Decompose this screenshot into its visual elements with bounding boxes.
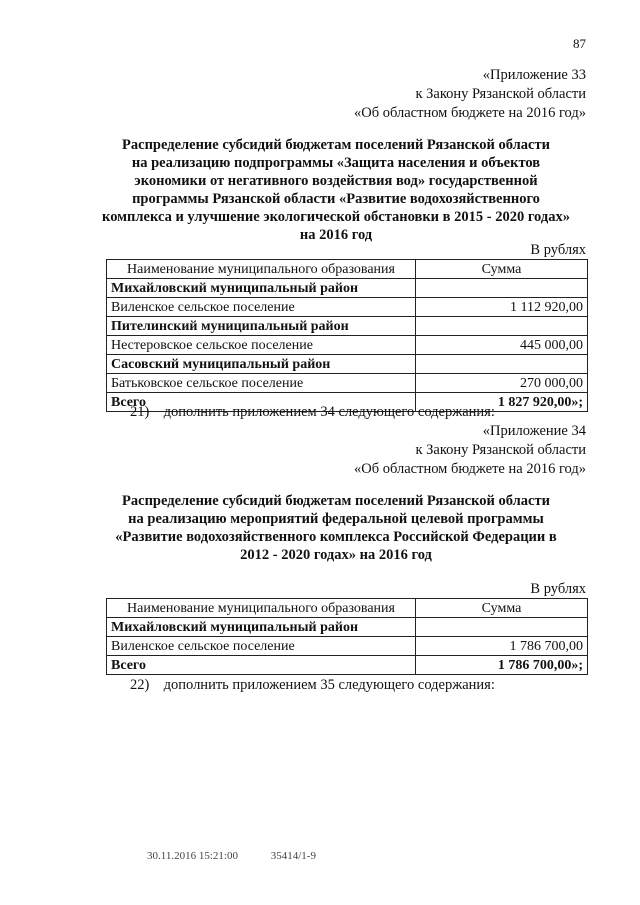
appendix-34-header bbox=[354, 422, 586, 479]
cell-sum: 1 827 920,00»; bbox=[416, 393, 588, 412]
header-name: Наименование муниципального образования bbox=[107, 599, 416, 618]
table-row bbox=[107, 336, 588, 355]
title-line: программы Рязанской области «Развитие водохозяйственного bbox=[132, 191, 540, 207]
district-row bbox=[107, 279, 588, 298]
title-line: комплекса и улучшение экологической обстановки в 2015 - 2020 годах» bbox=[102, 209, 570, 225]
cell-name: Пителинский муниципальный район bbox=[107, 317, 416, 336]
cell-sum: 445 000,00 bbox=[416, 336, 588, 355]
appendix-line: к Закону Рязанской области bbox=[415, 86, 586, 102]
title-line: Распределение субсидий бюджетам поселений Рязанской области bbox=[122, 137, 550, 153]
table-row bbox=[107, 637, 588, 656]
cell-sum: 1 786 700,00 bbox=[416, 637, 588, 656]
item-22 bbox=[130, 677, 495, 694]
cell-sum bbox=[416, 279, 588, 298]
units-label: В рублях bbox=[530, 581, 586, 597]
footer-doc-id: 35414/1-9 bbox=[270, 850, 316, 862]
district-row bbox=[107, 317, 588, 336]
cell-sum bbox=[416, 355, 588, 374]
appendix-line: «Об областном бюджете на 2016 год» bbox=[354, 461, 586, 477]
table-row bbox=[107, 374, 588, 393]
appendix-33-header bbox=[354, 66, 586, 123]
district-row bbox=[107, 355, 588, 374]
cell-name: Михайловский муниципальный район bbox=[107, 279, 416, 298]
appendix-line: «Приложение 33 bbox=[482, 67, 586, 83]
appendix-line: «Об областном бюджете на 2016 год» bbox=[354, 105, 586, 121]
table1 bbox=[106, 259, 588, 412]
table-header-row bbox=[107, 260, 588, 279]
units-label: В рублях bbox=[530, 242, 586, 258]
cell-sum: 1 112 920,00 bbox=[416, 298, 588, 317]
table2-title bbox=[96, 492, 576, 564]
district-row bbox=[107, 618, 588, 637]
cell-sum: 1 786 700,00»; bbox=[416, 656, 588, 675]
total-row bbox=[107, 656, 588, 675]
table2 bbox=[106, 598, 588, 675]
header-sum: Сумма bbox=[416, 599, 588, 618]
title-line: 2012 - 2020 годах» на 2016 год bbox=[240, 547, 432, 563]
footer bbox=[147, 850, 346, 862]
cell-name: Сасовский муниципальный район bbox=[107, 355, 416, 374]
item-number: 22) bbox=[130, 677, 150, 693]
title-line: на реализацию подпрограммы «Защита населения и объектов bbox=[131, 155, 541, 171]
appendix-line: к Закону Рязанской области bbox=[415, 442, 586, 458]
page-number: 87 bbox=[573, 36, 586, 51]
cell-sum: 270 000,00 bbox=[416, 374, 588, 393]
table-header-row bbox=[107, 599, 588, 618]
item-number: 21) bbox=[130, 404, 150, 420]
title-line: на 2016 год bbox=[299, 227, 373, 243]
title-line: на реализацию мероприятий федеральной целевой программы bbox=[128, 511, 544, 527]
title-line: Распределение субсидий бюджетам поселений Рязанской области bbox=[122, 493, 550, 509]
cell-name: Всего bbox=[107, 393, 416, 412]
table2-body bbox=[107, 618, 588, 675]
cell-name: Батьковское сельское поселение bbox=[107, 374, 416, 393]
appendix-line: «Приложение 34 bbox=[482, 423, 586, 439]
cell-name: Нестеровское сельское поселение bbox=[107, 336, 416, 355]
title-line: «Развитие водохозяйственного комплекса Российской Федерации в bbox=[115, 529, 557, 545]
cell-sum bbox=[416, 317, 588, 336]
table-row bbox=[107, 298, 588, 317]
cell-name: Михайловский муниципальный район bbox=[107, 618, 416, 637]
cell-name: Виленское сельское поселение bbox=[107, 637, 416, 656]
cell-sum bbox=[416, 618, 588, 637]
footer-timestamp: 30.11.2016 15:21:00 bbox=[147, 850, 238, 862]
table1-body bbox=[107, 279, 588, 412]
header-sum: Сумма bbox=[416, 260, 588, 279]
item-text: дополнить приложением 34 следующего содержания: bbox=[163, 404, 495, 420]
item-21 bbox=[130, 404, 495, 421]
item-text: дополнить приложением 35 следующего содержания: bbox=[163, 677, 495, 693]
header-name: Наименование муниципального образования bbox=[107, 260, 416, 279]
cell-name: Виленское сельское поселение bbox=[107, 298, 416, 317]
title-line: экономики от негативного воздействия вод» государственной bbox=[134, 173, 538, 189]
cell-name: Всего bbox=[107, 656, 416, 675]
table1-title bbox=[96, 136, 576, 244]
